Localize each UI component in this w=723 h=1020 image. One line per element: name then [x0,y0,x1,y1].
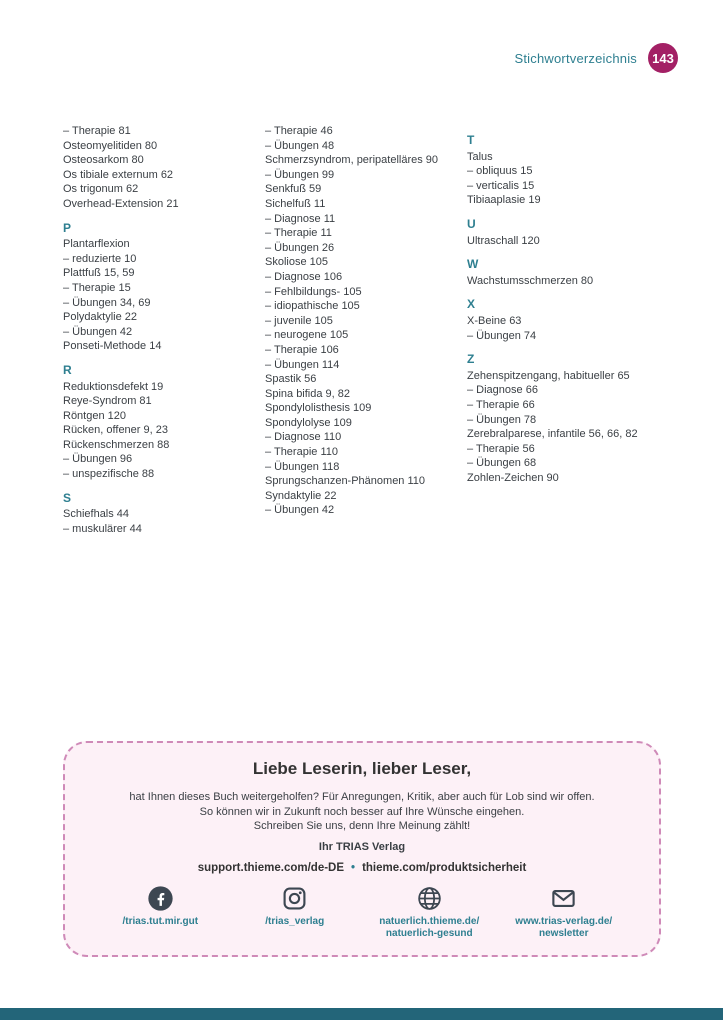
support-links-line [93,862,631,874]
index-entry: Schiefhals 44 [63,508,130,521]
index-entry: Osteomyelitiden 80 [63,139,158,152]
index-entry: Sprungschanzen-Phänomen 110 [265,475,426,488]
index-entry: – Diagnose 110 [265,431,342,444]
channel-label-line: newsletter [539,928,589,939]
support-link-left: support.thieme.com/de-DE [197,861,345,874]
index-letter-W: W [467,257,479,272]
channel-label [122,916,198,929]
index-entry: Os tibiale externum 62 [63,168,174,181]
index-entry: – Therapie 110 [265,446,338,459]
index-entry: – reduzierte 10 [63,252,137,265]
index-entry: Zerebralparese, infantile 56, 66, 82 [467,428,638,441]
index-letter-R: R [63,362,72,377]
index-entry: – Übungen 118 [265,460,340,473]
index-entry: X-Beine 63 [467,314,522,327]
channel-label [379,916,479,941]
index-entry: Sichelfuß 11 [265,197,326,210]
page-title: Stichwortverzeichnis [514,50,637,66]
channel-label [515,916,612,941]
index-entry: – Übungen 74 [467,329,537,342]
index-entry: Talus [467,150,493,163]
index-entry: Senkfuß 59 [265,183,322,196]
index-entry: – Therapie 66 [467,398,535,411]
index-entry: – Übungen 68 [467,457,537,470]
index-letter-T: T [467,133,475,147]
social-channels [93,885,631,941]
channel-instagram [228,885,363,941]
feedback-body-line: So können wir in Zukunft noch besser auf Ihre Wünsche eingehen. [199,805,525,818]
index-letter-X: X [467,297,476,312]
page-header [515,43,679,73]
index-entry: Plattfuß 15, 59 [63,267,135,280]
feedback-body-line: hat Ihnen dieses Buch weitergeholfen? Für Anregungen, Kritik, aber auch für Lob sind wir offen. [129,791,595,803]
feedback-signature: Ihr TRIAS Verlag [318,840,406,853]
index-entry: – Übungen 99 [265,168,335,181]
index-entry: Spastik 56 [265,373,317,386]
channel-newsletter [497,885,632,941]
instagram-icon [281,885,308,912]
index-column-3 [467,124,657,536]
index-entry: – Übungen 42 [63,325,133,338]
index-letter-U: U [467,216,476,231]
index-entry: – Therapie 15 [63,281,131,294]
index-entry: – Übungen 48 [265,139,335,152]
index-entry: – Übungen 34, 69 [63,296,151,309]
index-entry: Spina bifida 9, 82 [265,387,351,400]
index-entry: Rücken, offener 9, 23 [63,424,168,437]
index-entry: – Therapie 46 [265,125,333,137]
index-entry: Zehenspitzengang, habitueller 65 [467,369,630,382]
index-entry: – juvenile 105 [265,314,333,327]
index-letter-S: S [63,490,72,505]
index-entry: Reye-Syndrom 81 [63,395,152,408]
index-entry: – Therapie 106 [265,343,339,356]
index-entry: Plantarflexion [63,238,130,251]
index-entry: – Therapie 56 [467,442,535,455]
index-entry: – Übungen 114 [265,358,340,371]
index-entry: Syndaktylie 22 [265,489,337,502]
index-entry: – Fehlbildungs- 105 [265,285,362,298]
index-entry: – Therapie 81 [63,125,131,137]
index-entry: Osteosarkom 80 [63,154,144,167]
index-entry: – neurogene 105 [265,329,349,342]
index-entry: Tibiaaplasie 19 [467,194,541,207]
index-entry: Ponseti-Methode 14 [63,340,162,353]
channel-label-line: www.trias-verlag.de/ [515,915,613,927]
channel-label-line: natuerlich-gesund [385,928,473,939]
index-entry: – muskulärer 44 [63,522,142,535]
channel-facebook [93,885,228,941]
feedback-box [63,741,661,957]
index-entry: Schmerzsyndrom, peripatelläres 90 [265,154,439,167]
index-entry: Os trigonum 62 [63,183,139,196]
globe-icon [416,885,443,912]
index-entry: – Übungen 26 [265,241,335,254]
index-entry: Spondylolyse 109 [265,416,352,429]
feedback-title: Liebe Leserin, lieber Leser, [252,759,472,778]
index-entry: Rückenschmerzen 88 [63,438,170,451]
index-entry: Skoliose 105 [265,256,328,269]
index-entry: – Therapie 11 [265,227,332,240]
index-letter-Z: Z [467,352,475,367]
channel-label [265,916,324,929]
index-entry: Zohlen-Zeichen 90 [467,471,559,484]
index-entry: Wachstumsschmerzen 80 [467,274,594,287]
index-columns [63,124,657,536]
feedback-body-line: Schreiben Sie uns, denn Ihre Meinung zählt! [253,820,471,832]
support-link-right: thieme.com/produktsicherheit [362,861,527,874]
index-letter-P: P [63,220,72,235]
index-column-2 [265,124,455,536]
facebook-icon [147,885,174,912]
index-entry: – obliquus 15 [467,165,533,178]
index-entry: Spondylolisthesis 109 [265,402,372,415]
channel-website [362,885,497,941]
page-number-badge: 143 [648,43,678,73]
index-entry: – Übungen 78 [467,413,537,426]
index-entry: – Übungen 42 [265,504,335,517]
index-entry: – idiopathische 105 [265,300,360,313]
index-entry: Ultraschall 120 [467,234,540,247]
index-entry: – unspezifische 88 [63,468,155,481]
channel-label-line: /trias_verlag [265,915,325,927]
index-entry: Reduktionsdefekt 19 [63,380,164,393]
bottom-color-bar [0,1008,723,1020]
channel-label-line: /trias.tut.mir.gut [122,915,199,927]
index-entry: Polydaktylie 22 [63,311,137,324]
channel-label-line: natuerlich.thieme.de/ [379,915,480,927]
index-entry: – Diagnose 11 [265,212,336,225]
index-entry: Röntgen 120 [63,409,126,422]
email-icon [550,885,577,912]
index-entry: – Diagnose 66 [467,384,538,397]
index-entry: – Diagnose 106 [265,270,343,283]
index-entry: – Übungen 96 [63,453,133,466]
index-entry: Overhead-Extension 21 [63,197,179,210]
index-entry: – verticalis 15 [467,179,535,192]
index-column-1 [63,124,253,536]
bullet-separator: • [351,861,356,874]
